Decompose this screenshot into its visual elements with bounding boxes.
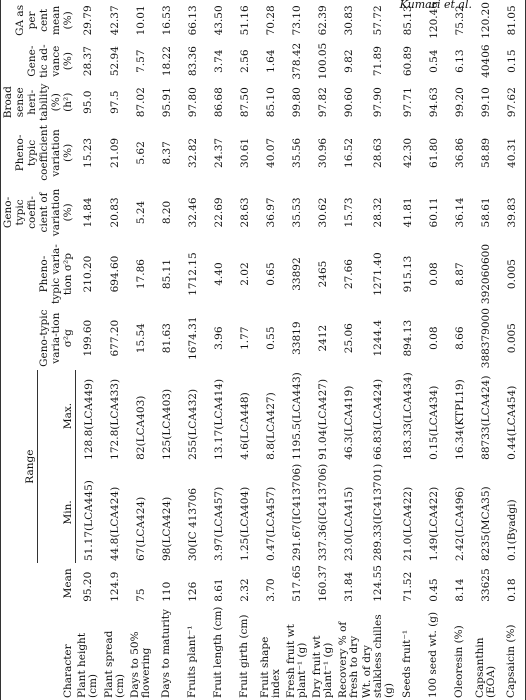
- row-genotypic-variation: 3.96: [212, 326, 225, 350]
- row-phenotypic-variation: 2465: [316, 260, 329, 288]
- row-genotypic-variation: 388379000: [479, 308, 492, 369]
- row-phenotypic-variation: 4.40: [212, 262, 225, 286]
- table-row: [258, 0, 284, 700]
- row-range-min: 44.8(LCA424): [108, 486, 121, 562]
- row-character: Fruit shape index: [258, 636, 282, 698]
- row-range-min: 67(LCA424): [134, 496, 147, 562]
- row-genotypic-variation: 1674.31: [186, 316, 199, 360]
- header-range: Range: [1, 370, 38, 563]
- table-row: [447, 0, 473, 700]
- row-genetic-advance: 2.56: [238, 49, 251, 73]
- row-range-min: 289.33(IC413701): [372, 463, 384, 562]
- row-heritability: 97.71: [401, 87, 414, 118]
- row-genetic-advance: 52.94: [108, 46, 121, 77]
- row-gcv: 39.83: [499, 183, 526, 242]
- row-gcv: 36.14: [453, 197, 466, 228]
- row-pcv: 28.63: [372, 137, 384, 168]
- row-range-min: 1.25(LCA404): [238, 486, 251, 562]
- row-character: Days to 50% flowering: [128, 631, 152, 698]
- header-ga-percent-mean: GA as per cent mean (%): [1, 0, 76, 41]
- row-range-min: 98(LCA424): [160, 496, 173, 562]
- row-gcv: 15.73: [342, 197, 355, 228]
- row-gcv: 35.53: [290, 197, 303, 228]
- row-heritability: 94.63: [427, 87, 440, 118]
- row-mean: 126: [186, 581, 199, 602]
- row-range-min: 2.42(LCA496): [453, 486, 466, 562]
- row-gcv: 20.83: [108, 197, 121, 228]
- row-heritability: 97.82: [316, 87, 329, 118]
- row-phenotypic-variation: 1271.40: [372, 252, 384, 296]
- header-gcv: Geno-typic coeffi-cient of variation (%): [1, 183, 76, 242]
- row-range-max: 183.33(LCA434): [401, 372, 414, 460]
- row-genotypic-variation: 1244.4: [372, 319, 384, 357]
- row-range-max: 66.83(LCA424): [372, 378, 384, 460]
- table-header: [1, 0, 76, 700]
- row-ga-percent-mean: 73.10: [290, 5, 303, 36]
- row-pcv: 35.56: [290, 137, 303, 168]
- row-genetic-advance: 3.74: [212, 49, 225, 73]
- row-ga-percent-mean: 10.01: [134, 5, 147, 36]
- row-heritability: 85.10: [264, 87, 277, 118]
- row-range-max: 0.15(LCA434): [427, 385, 440, 460]
- row-genotypic-variation: 0.005: [499, 306, 526, 370]
- row-mean: 110: [160, 581, 173, 602]
- row-range-max: 88733(LCA424): [479, 375, 492, 460]
- row-ga-percent-mean: 51.16: [238, 5, 251, 36]
- row-ga-percent-mean: 85.13: [401, 5, 414, 36]
- row-character: Fruit girth (cm): [238, 614, 250, 698]
- row-character: 100 seed wt. (g): [427, 611, 439, 698]
- row-range-max: 16.34(KTPL19): [453, 379, 466, 460]
- row-heritability: 87.50: [238, 87, 251, 118]
- row-phenotypic-variation: 85.11: [160, 259, 173, 290]
- table-row: [75, 0, 102, 700]
- header-phenotypic-variation: Pheno-typic varia-tion σ²p: [1, 242, 76, 306]
- row-heritability: 90.60: [342, 87, 355, 118]
- row-range-min: 23.0(LCA415): [342, 486, 355, 562]
- row-mean: 95.20: [82, 571, 95, 602]
- row-genetic-advance: 0.54: [427, 49, 440, 73]
- row-gcv: 32.46: [186, 197, 199, 228]
- row-character: Days to maturity: [160, 609, 172, 698]
- table-row: [180, 0, 206, 700]
- row-range-max: 13.17(LCA414): [212, 378, 225, 460]
- table-body: [75, 0, 525, 700]
- row-genetic-advance: 6.13: [453, 49, 466, 73]
- row-phenotypic-variation: 27.66: [342, 259, 355, 290]
- row-character: Seeds fruit⁻¹: [401, 629, 413, 698]
- table-row: [395, 0, 421, 700]
- row-pcv: 5.62: [134, 141, 147, 165]
- row-ga-percent-mean: 62.39: [316, 5, 329, 36]
- row-phenotypic-variation: 8.87: [453, 262, 466, 286]
- row-mean: 8.61: [212, 578, 225, 602]
- row-heritability: 86.68: [212, 87, 225, 118]
- row-range-min: 21.0(LCA422): [401, 486, 414, 562]
- row-ga-percent-mean: 57.72: [372, 5, 384, 36]
- row-range-min: 51.17(LCA445): [82, 480, 95, 562]
- row-pcv: 21.09: [108, 137, 121, 168]
- row-mean: 517.65: [290, 565, 303, 602]
- row-character: Capsaicin (%): [499, 604, 526, 700]
- row-genotypic-variation: 33819: [290, 321, 303, 355]
- row-genotypic-variation: 25.06: [342, 323, 355, 354]
- row-heritability: 97.62: [499, 82, 526, 123]
- row-range-max: 172.8(LCA433): [108, 378, 121, 460]
- row-ga-percent-mean: 29.79: [82, 5, 95, 36]
- row-genotypic-variation: 15.54: [134, 323, 147, 354]
- row-pcv: 8.37: [160, 141, 173, 165]
- row-pcv: 16.52: [342, 137, 355, 168]
- row-mean: 2.32: [238, 578, 251, 602]
- row-genetic-advance: 0.15: [499, 41, 526, 82]
- table-row: [284, 0, 310, 700]
- row-genetic-advance: 71.89: [372, 46, 384, 77]
- row-heritability: 95.0: [82, 90, 95, 114]
- row-phenotypic-variation: 210.20: [82, 255, 95, 293]
- table-row: [421, 0, 447, 700]
- row-ga-percent-mean: 81.05: [499, 0, 526, 41]
- row-phenotypic-variation: 0.08: [427, 262, 440, 286]
- row-pcv: 58.89: [479, 137, 492, 168]
- row-pcv: 30.61: [238, 137, 251, 168]
- row-phenotypic-variation: 915.13: [401, 255, 414, 293]
- header-min: Min.: [38, 462, 75, 563]
- row-gcv: 58.61: [479, 197, 492, 228]
- row-range-min: 337.36(IC413706): [316, 463, 329, 562]
- row-genotypic-variation: 1.77: [238, 326, 251, 350]
- row-pcv: 61.80: [427, 137, 440, 168]
- row-mean: 71.52: [401, 571, 414, 602]
- row-character: Oleoresin (%): [453, 625, 465, 698]
- row-gcv: 36.97: [264, 197, 277, 228]
- row-mean: 31.84: [342, 571, 355, 602]
- row-mean: 124.55: [372, 565, 384, 602]
- row-genotypic-variation: 199.60: [82, 319, 95, 357]
- row-range-max: 8.8(LCA427): [264, 392, 277, 460]
- row-range-max: 91.04(LCA427): [316, 378, 329, 460]
- row-gcv: 30.62: [316, 197, 329, 228]
- row-ga-percent-mean: 42.37: [108, 5, 121, 36]
- row-gcv: 28.63: [238, 197, 251, 228]
- row-range-max: 46.3(LCA419): [342, 385, 355, 460]
- row-gcv: 28.32: [372, 197, 384, 228]
- row-genetic-advance: 1.64: [264, 49, 277, 73]
- row-gcv: 41.81: [401, 197, 414, 228]
- header-heritability: Broad sense heri-tability (%) (h²): [2, 83, 74, 121]
- row-genotypic-variation: 8.66: [453, 326, 466, 350]
- row-ga-percent-mean: 120.20: [479, 2, 492, 39]
- row-mean: 75: [134, 588, 147, 602]
- row-genetic-advance: 18.22: [160, 46, 173, 77]
- row-range-min: 8235(MCA35): [479, 486, 492, 562]
- row-genotypic-variation: 0.08: [427, 326, 440, 350]
- row-character: Capsanthin (EOA): [473, 637, 497, 698]
- row-pcv: 36.86: [453, 137, 466, 168]
- row-phenotypic-variation: 0.65: [264, 262, 277, 286]
- row-range-min: 30(IC 413706: [186, 487, 199, 562]
- row-genotypic-variation: 2412: [316, 324, 329, 352]
- row-character: Recovery % of fresh to dry: [336, 621, 360, 698]
- row-phenotypic-variation: 2.02: [238, 262, 251, 286]
- row-genotypic-variation: 894.13: [401, 319, 414, 357]
- row-heritability: 99.80: [290, 87, 303, 118]
- row-range-max: 255(LCA432): [186, 388, 199, 460]
- row-pcv: 40.31: [499, 123, 526, 183]
- row-character: Plant spread (cm): [102, 630, 126, 698]
- row-phenotypic-variation: 1712.15: [186, 252, 199, 296]
- header-genetic-advance: Gene-tic ad-vance (%): [1, 41, 76, 82]
- row-character: Dry fruit wt plant⁻¹ (g): [310, 635, 334, 698]
- row-range-min: 3.97(LCA457): [212, 486, 225, 562]
- row-character: Fruits plant⁻¹: [186, 625, 198, 698]
- row-mean: 33625: [479, 568, 492, 602]
- row-heritability: 99.10: [479, 87, 492, 118]
- row-genetic-advance: 7.57: [134, 49, 147, 73]
- row-phenotypic-variation: 392060600: [479, 243, 492, 305]
- row-character: Fruit length (cm): [212, 606, 224, 698]
- row-ga-percent-mean: 66.13: [186, 5, 199, 36]
- row-genotypic-variation: 0.55: [264, 326, 277, 350]
- row-ga-percent-mean: 16.53: [160, 5, 173, 36]
- row-range-min: 0.1(Byadgi): [499, 462, 526, 563]
- row-heritability: 97.80: [186, 87, 199, 118]
- row-mean: 3.70: [264, 578, 277, 602]
- row-pcv: 24.37: [212, 137, 225, 168]
- table-row: [362, 0, 395, 700]
- row-gcv: 8.20: [160, 200, 173, 225]
- row-heritability: 97.5: [108, 90, 121, 114]
- row-genotypic-variation: 81.63: [160, 323, 173, 354]
- header-max: Max.: [38, 370, 75, 462]
- row-range-max: 82(LCA403): [134, 395, 147, 460]
- header-genotypic-variation: Geno-typic varia-tion σ²g: [1, 306, 76, 370]
- row-pcv: 32.82: [186, 137, 199, 168]
- table-row: [154, 0, 180, 700]
- row-genetic-advance: 100.05: [316, 42, 329, 80]
- row-mean: 0.18: [499, 563, 526, 604]
- row-phenotypic-variation: 17.86: [134, 259, 147, 290]
- row-mean: 124.9: [108, 571, 121, 602]
- row-character: Plant height (cm): [76, 632, 100, 698]
- row-genetic-advance: 60.89: [401, 46, 414, 77]
- row-gcv: 22.69: [212, 197, 225, 228]
- table-row: [128, 0, 154, 700]
- row-genetic-advance: 40406: [479, 44, 492, 78]
- row-mean: 0.45: [427, 578, 440, 602]
- row-gcv: 5.24: [134, 200, 147, 225]
- table-row: [473, 0, 499, 700]
- row-genetic-advance: 378.42: [290, 42, 303, 80]
- row-mean: 160.37: [316, 565, 329, 602]
- row-pcv: 42.30: [401, 137, 414, 168]
- row-mean: 8.14: [453, 578, 466, 602]
- row-ga-percent-mean: 70.28: [264, 5, 277, 36]
- row-ga-percent-mean: 120.46: [427, 2, 440, 39]
- row-pcv: 40.07: [264, 137, 277, 168]
- header-character: Character: [1, 604, 76, 700]
- row-range-max: 0.44(LCA454): [499, 370, 526, 462]
- table-row: [499, 0, 526, 700]
- row-range-min: 0.47(LCA457): [264, 486, 277, 562]
- row-heritability: 87.02: [134, 87, 147, 118]
- row-character: Wt. of dry stalkless chilles (g): [360, 614, 395, 698]
- row-ga-percent-mean: 75.32: [453, 5, 466, 36]
- row-range-min: 1.49(LCA422): [427, 486, 440, 562]
- row-heritability: 97.90: [372, 87, 384, 118]
- table-row: [102, 0, 128, 700]
- row-heritability: 95.91: [160, 87, 173, 118]
- row-heritability: 99.20: [453, 87, 466, 118]
- row-phenotypic-variation: 694.60: [108, 255, 121, 293]
- table-row: [310, 0, 336, 700]
- row-range-max: 1195.5(LCA443): [290, 372, 303, 460]
- row-gcv: 14.84: [82, 197, 95, 228]
- table-row: [232, 0, 258, 700]
- table-row: [336, 0, 362, 700]
- row-ga-percent-mean: 43.50: [212, 5, 225, 36]
- row-pcv: 30.96: [316, 137, 329, 168]
- author-credit: Kumari et al.: [399, 0, 472, 11]
- row-range-min: 291.67(IC413706): [290, 463, 303, 562]
- row-range-max: 4.6(LCA448): [238, 392, 251, 460]
- row-genetic-advance: 9.82: [342, 49, 355, 73]
- row-genetic-advance: 83.36: [186, 46, 199, 77]
- row-genetic-advance: 28.37: [82, 46, 95, 77]
- row-range-max: 125(LCA403): [160, 388, 173, 460]
- header-mean: Mean: [1, 563, 76, 604]
- row-ga-percent-mean: 30.83: [342, 5, 355, 36]
- row-gcv: 60.11: [427, 197, 440, 228]
- row-character: Fresh fruit wt plant⁻¹ (g): [284, 624, 308, 698]
- row-pcv: 15.23: [82, 137, 95, 168]
- header-pcv: Pheno-typic coefficient variation (%): [1, 123, 76, 183]
- row-phenotypic-variation: 0.005: [499, 242, 526, 306]
- table-row: [206, 0, 232, 700]
- row-phenotypic-variation: 33892: [290, 257, 303, 291]
- row-range-max: 128.8(LCA449): [82, 378, 95, 460]
- row-genotypic-variation: 677.20: [108, 319, 121, 357]
